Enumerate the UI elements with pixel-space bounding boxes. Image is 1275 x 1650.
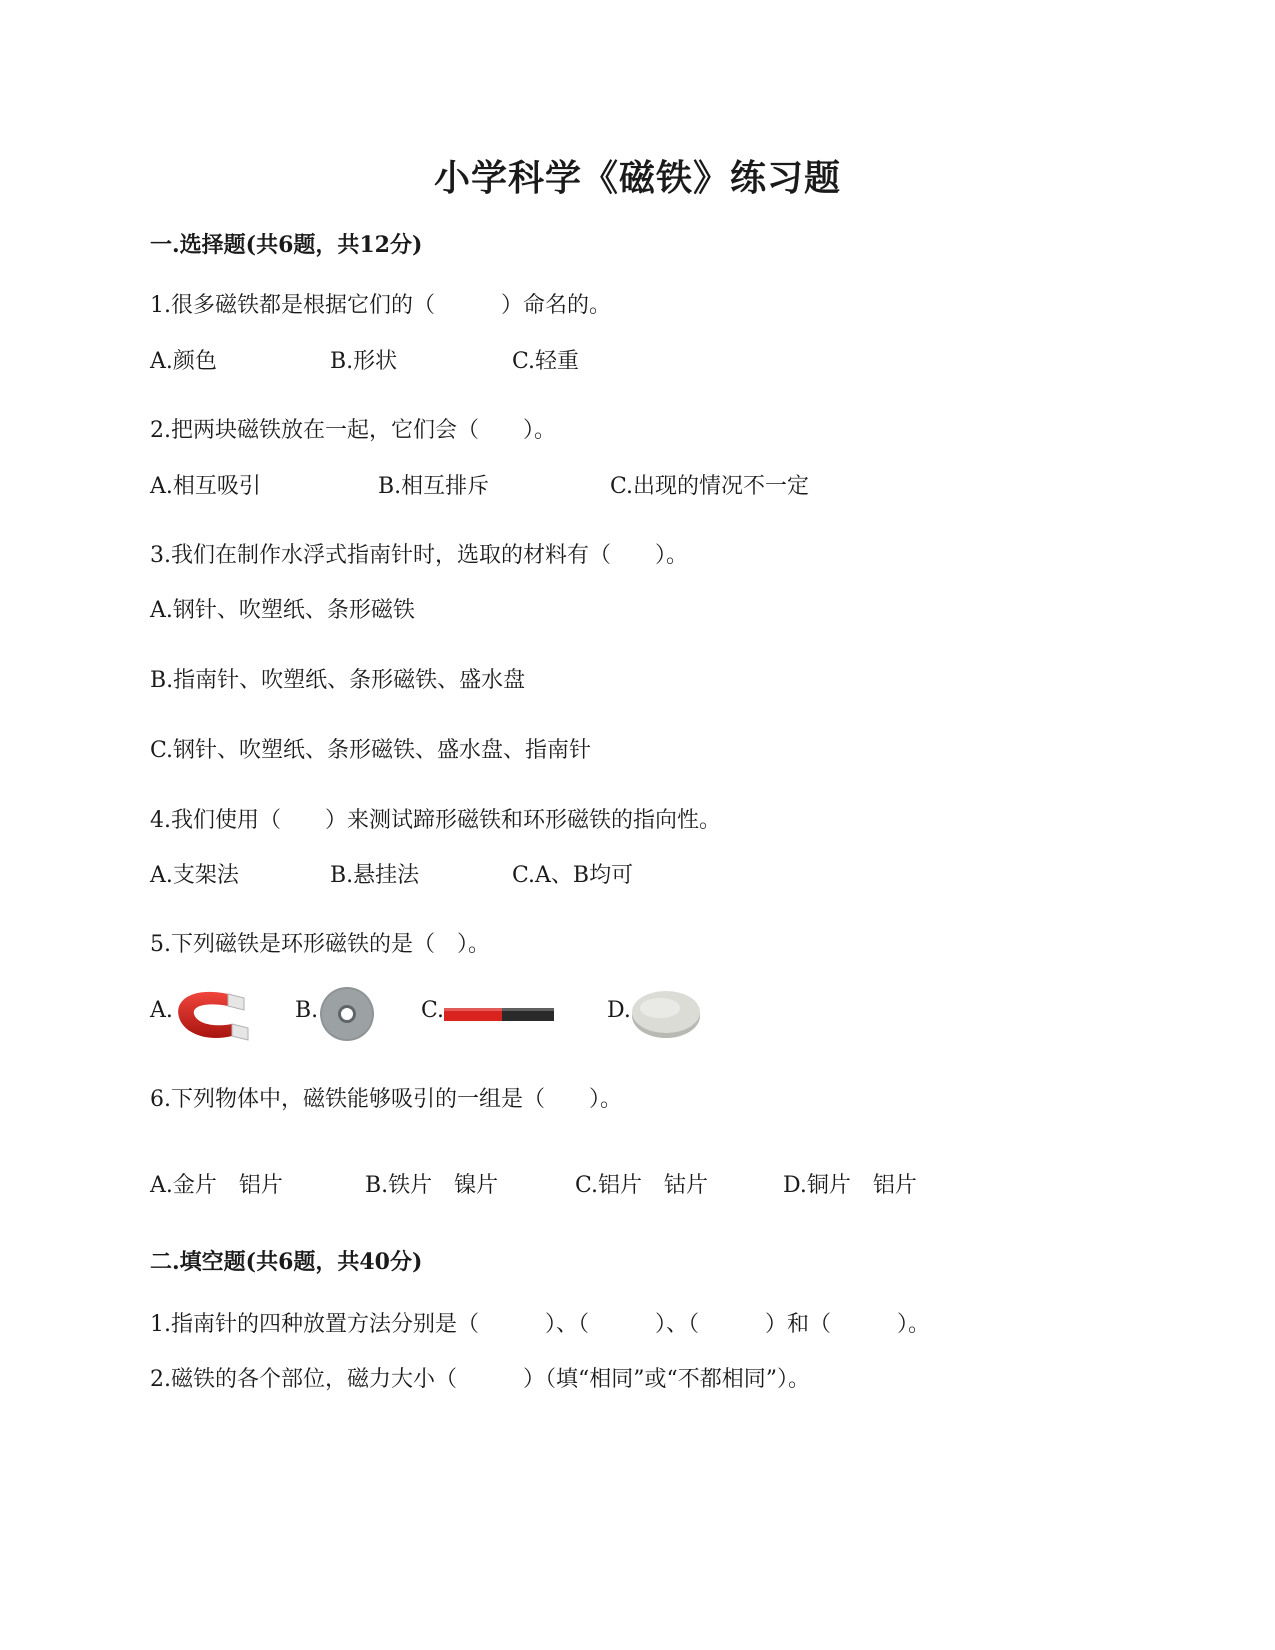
- q6-option-d: D.铜片 铝片: [783, 1173, 917, 1198]
- q3-option-a: A.钢针、吹塑纸、条形磁铁: [150, 598, 415, 623]
- q6-option-c: C.铝片 钴片: [575, 1173, 709, 1198]
- question-2: 2.把两块磁铁放在一起，它们会（ ）。: [150, 418, 556, 443]
- q2-option-c: C.出现的情况不一定: [610, 474, 810, 499]
- q5-option-a-label: A.: [150, 998, 173, 1023]
- question-3: 3.我们在制作水浮式指南针时，选取的材料有（ ）。: [150, 543, 688, 568]
- q6-option-b: B.铁片 镍片: [365, 1173, 499, 1198]
- section-heading-fill: 二.填空题(共6题，共40分): [150, 1249, 423, 1275]
- horseshoe-magnet-icon: [170, 984, 255, 1046]
- fill-question-2: 2.磁铁的各个部位，磁力大小（ ）（填“相同”或“不都相同”）。: [150, 1367, 810, 1392]
- q3-option-b: B.指南针、吹塑纸、条形磁铁、盛水盘: [150, 668, 526, 693]
- question-6: 6.下列物体中，磁铁能够吸引的一组是（ ）。: [150, 1087, 622, 1112]
- section-heading-choice: 一.选择题(共6题，共12分): [150, 232, 423, 258]
- ring-magnet-icon: [318, 985, 376, 1043]
- q5-option-c-label: C.: [421, 998, 445, 1023]
- q4-option-b: B.悬挂法: [330, 863, 420, 888]
- bar-magnet-icon: [442, 1002, 557, 1026]
- q5-option-b-label: B.: [295, 998, 319, 1023]
- q2-option-b: B.相互排斥: [378, 474, 490, 499]
- q5-option-d-label: D.: [607, 998, 631, 1023]
- disc-magnet-icon: [630, 988, 702, 1040]
- q3-option-c: C.钢针、吹塑纸、条形磁铁、盛水盘、指南针: [150, 738, 592, 763]
- question-5: 5.下列磁铁是环形磁铁的是（ ）。: [150, 932, 490, 957]
- q4-option-c: C.A、B均可: [512, 863, 634, 888]
- fill-question-1: 1.指南针的四种放置方法分别是（ ）、（ ）、（ ）和（ ）。: [150, 1312, 930, 1337]
- page-title: 小学科学《磁铁》练习题: [433, 157, 841, 199]
- question-4: 4.我们使用（ ）来测试蹄形磁铁和环形磁铁的指向性。: [150, 808, 721, 833]
- q2-option-a: A.相互吸引: [150, 474, 261, 499]
- q1-option-c: C.轻重: [512, 349, 580, 374]
- q1-option-b: B.形状: [330, 349, 398, 374]
- q1-option-a: A.颜色: [150, 349, 217, 374]
- question-1: 1.很多磁铁都是根据它们的（ ）命名的。: [150, 293, 611, 318]
- q6-option-a: A.金片 铝片: [150, 1173, 283, 1198]
- q4-option-a: A.支架法: [150, 863, 239, 888]
